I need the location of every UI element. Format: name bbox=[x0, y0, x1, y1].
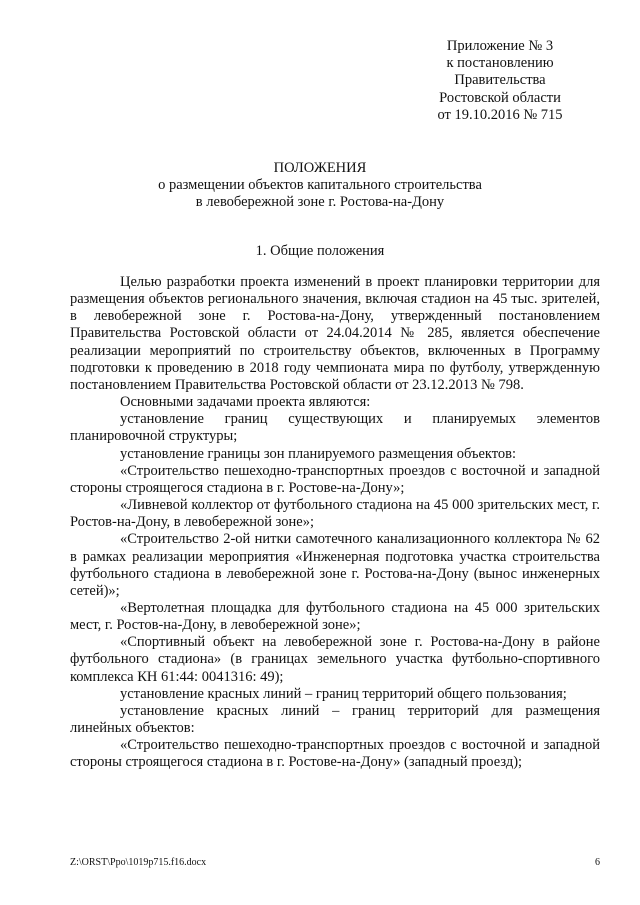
paragraph: установление красных линий – границ территорий для размещения линейных объектов: bbox=[70, 702, 600, 737]
file-path: Z:\ORST\Ppo\1019p715.f16.docx bbox=[70, 857, 207, 868]
appendix-line: Приложение № 3 bbox=[446, 38, 554, 54]
appendix-header bbox=[400, 38, 600, 124]
document-title bbox=[0, 160, 640, 212]
paragraph: «Строительство пешеходно-транспортных проездов с восточной и западной стороны строящегося стадиона в г. Ростове-на-Дону» (западный проезд); bbox=[70, 737, 600, 771]
paragraph: «Строительство 2-ой нитки самотечного канализационного коллектора № 62 в рамках реализации мероприятия «Инженерная подготовка участка строительства футбольного стадиона в левобережной зоне г. Ростова-на-Дону (вынос инженерных сетей)»; bbox=[70, 531, 600, 599]
section-heading: 1. Общие положения bbox=[255, 243, 385, 259]
paragraph: «Строительство пешеходно-транспортных проездов с восточной и западной стороны строящегося стадиона в г. Ростове-на-Дону»; bbox=[70, 462, 600, 496]
paragraph: «Спортивный объект на левобережной зоне г. Ростова-на-Дону в районе футбольного стадиона» (в границах земельного участка футбольно-спортивного комплекса КН 61:44: 0041316: 49); bbox=[70, 634, 600, 685]
appendix-line: от 19.10.2016 № 715 bbox=[437, 106, 563, 123]
title-main: ПОЛОЖЕНИЯ bbox=[273, 160, 367, 176]
paragraph: Целью разработки проекта изменений в проект планировки территории для размещения объектов регионального значения, включая стадион на 45 тыс. зрителей, в левобережной зоне г. Ростова-на-Дону, утвержденный постановлением Правительства Ростовской области от 24.04.2014 № 285, является обеспечение реализации мероприятий по строительству объектов, включенных в Программу подготовки к проведению в 2018 году чемпионата мира по футболу, утвержденную постановлением Правительства Ростовской области от 23.12.2013 № 798. bbox=[70, 274, 600, 393]
appendix-line: Правительства bbox=[454, 72, 546, 89]
paragraph: «Вертолетная площадка для футбольного стадиона на 45 000 зрительских мест, г. Ростов-на-Дону, в левобережной зоне»; bbox=[70, 599, 600, 634]
page-number: 6 bbox=[595, 857, 600, 868]
body-text bbox=[70, 274, 600, 772]
paragraph: установление границы зон планируемого размещения объектов: bbox=[120, 445, 517, 462]
paragraph: «Ливневой коллектор от футбольного стадиона на 45 000 зрительских мест, г. Ростов-на-Дону, в левобережной зоне»; bbox=[70, 497, 600, 531]
title-subtitle: о размещении объектов капитального строительства bbox=[158, 177, 482, 194]
appendix-line: к постановлению bbox=[446, 55, 554, 72]
title-subtitle: в левобережной зоне г. Ростова-на-Дону bbox=[195, 194, 445, 211]
paragraph: установление границ существующих и планируемых элементов планировочной структуры; bbox=[70, 411, 600, 445]
paragraph: Основными задачами проекта являются: bbox=[120, 394, 371, 411]
appendix-line: Ростовской области bbox=[439, 89, 561, 106]
paragraph: установление красных линий – границ территорий общего пользования; bbox=[120, 685, 567, 702]
